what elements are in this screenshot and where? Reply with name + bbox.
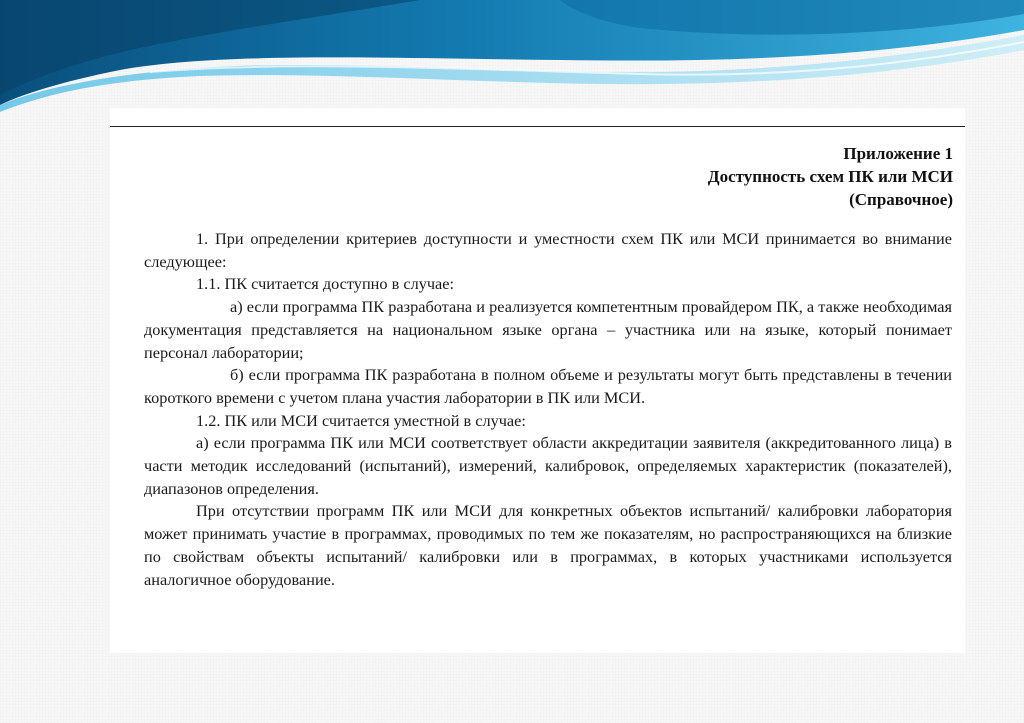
paragraph-1-2-a: а) если программа ПК или МСИ соответствует области аккредитации заявителя (аккредитованного лица) в части методик исследований (испытаний), измерений, калибровок, определяемых характеристик (показателей), диапазонов определения. [144, 433, 952, 498]
appendix-title: Приложение 1 [843, 144, 953, 163]
document-header [708, 142, 953, 211]
paragraph-1: 1. При определении критериев доступности и уместности схем ПК или МСИ принимается во внимание следующее: [144, 229, 952, 271]
header-rule [110, 126, 965, 127]
document-page [110, 108, 965, 653]
paragraph-1-1: 1.1. ПК считается доступно в случае: [196, 274, 454, 294]
paragraph-1-1-a: а) если программа ПК разработана и реализуется компетентным провайдером ПК, а также необходимая документация представляется на национальном языке органа – участника или на языке, который понимает персонал лаборатории; [144, 297, 952, 362]
decorative-wave-header [0, 0, 1024, 115]
appendix-subtitle: Доступность схем ПК или МСИ [707, 167, 953, 186]
document-body [144, 228, 952, 591]
paragraph-1-2: 1.2. ПК или МСИ считается уместной в случае: [196, 410, 526, 430]
paragraph-1-1-b: б) если программа ПК разработана в полном объеме и результаты могут быть представлены в течении короткого времени с учетом плана участия лаборатории в ПК или МСИ. [144, 365, 952, 407]
paragraph-note: При отсутствии программ ПК или МСИ для конкретных объектов испытаний/ калибровки лаборатория может принимать участие в программах, проводимых по тем же показателям, но распространяющихся на близкие по свойствам объекты испытаний/ калибровки или в программах, в которых участниками используется аналогичное оборудование. [144, 501, 952, 589]
appendix-note: (Справочное) [849, 190, 953, 209]
